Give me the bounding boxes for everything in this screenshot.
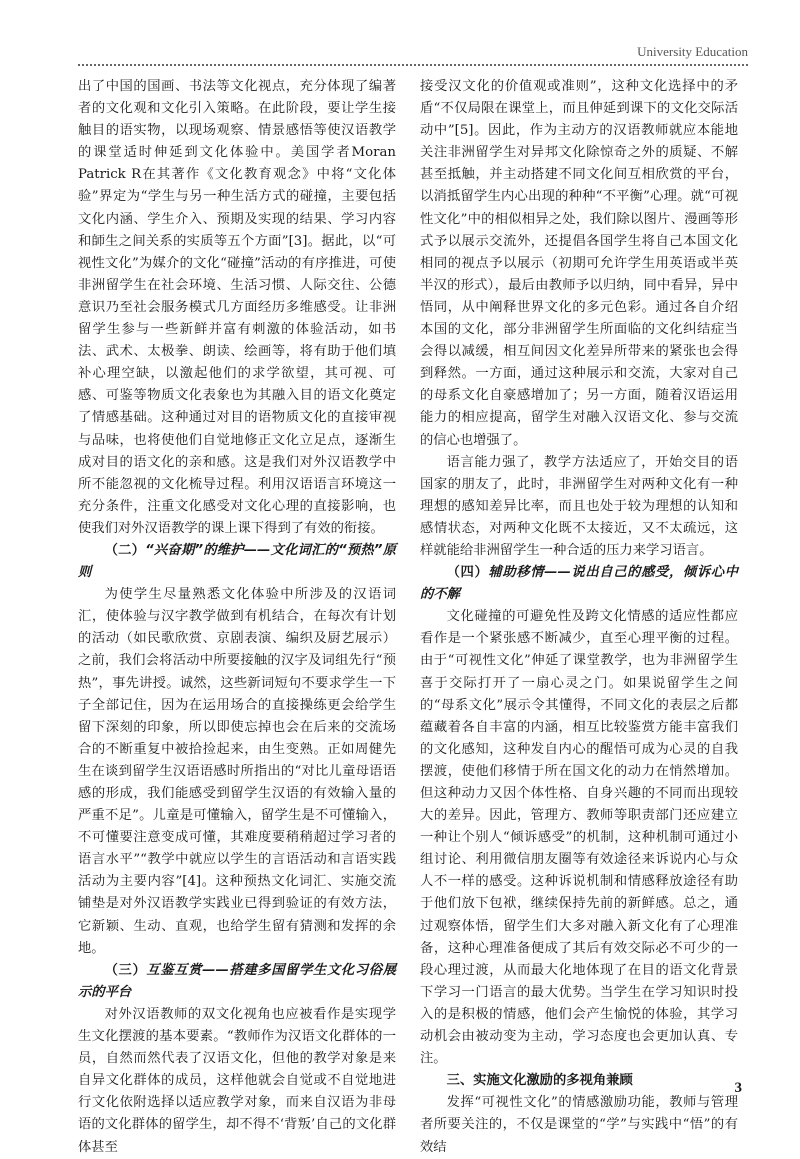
section-heading-2 — [78, 540, 396, 584]
paragraph: 接受汉文化的价值观或准则”，这种文化选择中的矛盾“不仅局限在课堂上，而且伸延到课下的文化交际活动中”[5]。因此，作为主动方的汉语教师就应本能地关注非洲留学生对异邦文化除惊奇之外的质疑、不解甚至抵触，并主动搭建不同文化间互相欣赏的平台，以消抵留学生内心出现的种种“不平衡”心理。就“可视性文化”中的相似相异之处，我们除以图片、漫画等形式予以展示交流外，还提倡各国学生将自己本国文化相同的视点予以展示（初期可允许学生用英语或半英半汉的形式），最后由教师予以归纳，同中看异，异中悟同，从中阐释世界文化的多元色彩。通过各自介绍本国的文化，部分非洲留学生所面临的文化纠结症当会得以减缓，相互间因文化差异所带来的紧张也会得到释然。一方面，通过这种展示和交流，大家对自己的母系文化自豪感增加了；另一方面，随着汉语运用能力的相应提高，留学生对融入汉语文化、参与交流的信心也增强了。 — [420, 79, 738, 448]
heading-number: （三） — [104, 962, 147, 978]
heading-number: （四） — [446, 565, 489, 581]
heading-number: （二） — [104, 542, 146, 558]
section-heading-main: 三、实施文化激励的多视角兼顾 — [446, 1073, 633, 1089]
header-dotted-rule — [78, 64, 748, 66]
heading-title: 互鉴互赏——搭建多国留学生文化习俗展示的平台 — [78, 962, 396, 1000]
left-column — [78, 76, 396, 1159]
journal-header-title: University Education — [637, 44, 748, 59]
paragraph: 发挥“可视性文化”的情感激励功能，教师与管理者所要关注的，不仅是课堂的“学”与实践中“悟”的有效结 — [420, 1095, 738, 1155]
paragraph: 文化碰撞的可避免性及跨文化情感的适应性都应看作是一个紧张感不断减少，直至心理平衡的过程。由于“可视性文化”伸延了课堂教学，也为非洲留学生喜于交际打开了一扇心灵之门。如果说留学生之间的“母系文化”展示令其懂得，不同文化的表层之后都蕴藏着各自丰富的内涵，相互比较鉴赏方能丰富我们的文化感知，这种发自内心的醒悟可成为心灵的自我摆渡，使他们移情于所在国文化的动力在悄然增加。但这种动力又因个体性格、自身兴趣的不同而出现较大的差异。因此，管理方、教师等职责部门还应建立一种让个别人“倾诉感受”的机制，这种机制可通过小组讨论、利用微信朋友圈等有效途径来诉说内心与众人不一样的感受。这种诉说机制和情感释放途径有助于他们放下包袱，继续保持先前的新鲜感。总之，通过观察体悟，留学生们大多对融入新文化有了心理准备，这种心理准备便成了其后有效交际必不可少的一段心理过渡，从而最大化地体现了在目的语文化背景下学习一门语言的最大优势。当学生在学习知识时投入的是积极的情感，他们会产生愉悦的体验，其学习动机会由被动变为主动，学习态度也会更加认真、专注。 — [420, 609, 738, 1067]
paragraph: 出了中国的国画、书法等文化视点，充分体现了编著者的文化观和文化引入策略。在此阶段，要让学生接触目的语实物，以现场观察、情景感悟等使汉语教学的课堂适时伸延到文化体验中。美国学者Moran Patrick R在其著作《文化教育观念》中将“文化体验”界定为“学生与另一种生活方式的碰撞，主要包括文化内涵、学生介入、预期及实现的结果、学习内容和師生之间关系的实质等五个方面”[3]。据此，以“可视性文化”为媒介的文化“碰撞”活动的有序推进，可使非洲留学生在社会环境、生活习惯、人际交往、公德意识乃至社会服务模式几方面经历多维感受。让非洲留学生参与一些新鲜并富有刺激的体验活动，如书法、武术、太极拳、朗读、绘画等，将有助于他们填补心理空缺，以激起他们的求学欲望，其可视、可感、可鉴等物质文化表象也为其融入目的语文化奠定了情感基础。这种通过对目的语物质文化的直接审视与品味，也将使他们自觉地修正文化立足点，逐渐生成对目的语文化的亲和感。这是我们对外汉语教学中所不能忽视的文化梳导过程。利用汉语语言环境这一充分条件，注重文化感受对文化心理的直接影响，也使我们对外汉语教学的课上课下得到了有效的衔接。 — [78, 79, 396, 536]
section-heading-3 — [78, 960, 396, 1004]
section-heading-4 — [420, 562, 738, 606]
paragraph: 语言能力强了，教学方法适应了，开始交目的语国家的朋友了，此时，非洲留学生对两种文化有一种理想的感知差异比率，而且也处于较为理想的认知和感情状态，对两种文化既不太接近，又不太疏远，这样就能给非洲留学生一种合适的压力来学习语言。 — [420, 454, 738, 558]
right-column — [420, 76, 738, 1159]
heading-title: “兴奋期”的维护——文化词汇的“预热”原则 — [78, 542, 397, 581]
heading-title: 辅助移情——说出自己的感受，倾诉心中的不解 — [420, 565, 738, 603]
paragraph: 对外汉语教师的双文化视角也应被看作是实现学生文化摆渡的基本要素。“教师作为汉语文化群体的一员，自然而然代表了汉语文化，但他的教学对象是来自异文化群体的成员，这样他就会自觉或不自觉地进行文化依附选择以适应教学对象，而来自汉语为非母语的文化群体的留学生，却不得不‘背叛’自己的文化群体甚至 — [78, 1006, 396, 1155]
page-number: 3 — [734, 1080, 742, 1096]
paragraph: 为使学生尽量熟悉文化体验中所涉及的汉语词汇，使体验与汉字教学做到有机结合，在每次有计划的活动（如民歌欣赏、京剧表演、编织及厨艺展示）之前，我们会将活动中所要接触的汉字及词组先行“预热”，事先讲授。诚然，这些新词短句不要求学生一下子全部记住，因为在运用场合的直接操练更会给学生留下深刻的印象，所以即使忘掉也会在后来的交流场合的不断重复中被拾捡起来，由生变熟。正如周健先生在谈到留学生汉语语感时所指出的“对比儿童母语语感的形成，我们能感受到留学生汉语的有效输入量的严重不足”。儿童是可懂输入，留学生是不可懂输入，不可懂要注意变成可懂，其难度要稍稍超过学习者的语言水平”“教学中就应以学生的言语活动和言语实践活动为主要内容”[4]。这种预热文化词汇、实施交流铺垫是对外汉语教学实践业已得到验证的有效方法，它新颖、生动、直观，也给学生留有猜测和发挥的余地。 — [78, 587, 396, 956]
